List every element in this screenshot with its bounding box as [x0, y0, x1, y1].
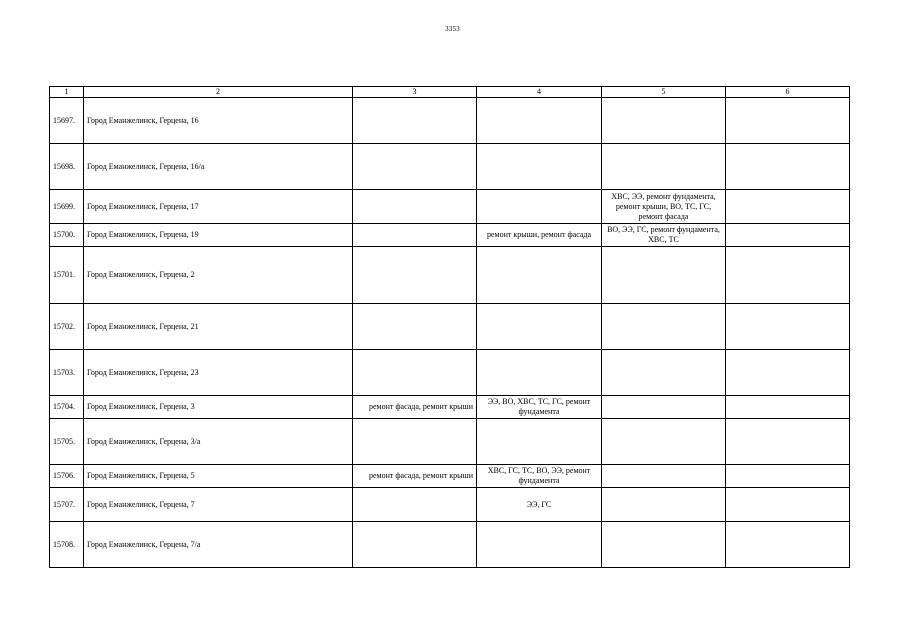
cell-col5	[602, 396, 726, 419]
cell-col4	[477, 419, 602, 465]
address-cell: Город Еманжелинск, Герцена, 23	[84, 350, 353, 396]
table-row	[50, 304, 850, 350]
page-number: 3353	[445, 25, 460, 33]
address-cell: Город Еманжелинск, Герцена, 5	[84, 465, 353, 488]
cell-col3	[353, 98, 477, 144]
column-header-5: 5	[602, 87, 726, 98]
row-number: 15707.	[50, 488, 84, 522]
cell-col5	[602, 247, 726, 304]
cell-col6	[726, 522, 850, 568]
cell-col5: ХВС, ЭЭ, ремонт фундамента, ремонт крыши, ВО, ТС, ГС, ремонт фасада	[602, 190, 726, 224]
cell-col6	[726, 98, 850, 144]
cell-col3	[353, 144, 477, 190]
cell-col5	[602, 350, 726, 396]
column-header-1: 1	[50, 87, 84, 98]
cell-col5	[602, 304, 726, 350]
cell-col4	[477, 350, 602, 396]
cell-col4	[477, 247, 602, 304]
column-header-2: 2	[84, 87, 353, 98]
cell-col3	[353, 190, 477, 224]
cell-col5	[602, 419, 726, 465]
address-table	[49, 86, 850, 568]
cell-col3: ремонт фасада, ремонт крыши	[353, 465, 477, 488]
cell-col3	[353, 419, 477, 465]
cell-col3	[353, 304, 477, 350]
column-header-3: 3	[353, 87, 477, 98]
cell-col5	[602, 144, 726, 190]
cell-col6	[726, 247, 850, 304]
address-cell: Город Еманжелинск, Герцена, 2	[84, 247, 353, 304]
table-row	[50, 144, 850, 190]
table-row	[50, 488, 850, 522]
table-row	[50, 224, 850, 247]
table-row	[50, 350, 850, 396]
address-cell: Город Еманжелинск, Герцена, 7	[84, 488, 353, 522]
row-number: 15700.	[50, 224, 84, 247]
cell-col3: ремонт фасада, ремонт крыши	[353, 396, 477, 419]
cell-col3	[353, 224, 477, 247]
cell-col6	[726, 224, 850, 247]
cell-col6	[726, 396, 850, 419]
cell-col6	[726, 350, 850, 396]
table-row	[50, 419, 850, 465]
cell-col5	[602, 98, 726, 144]
cell-col6	[726, 488, 850, 522]
cell-col4	[477, 522, 602, 568]
row-number: 15708.	[50, 522, 84, 568]
cell-col6	[726, 465, 850, 488]
cell-col3	[353, 350, 477, 396]
cell-col6	[726, 190, 850, 224]
row-number: 15704.	[50, 396, 84, 419]
row-number: 15703.	[50, 350, 84, 396]
table-row	[50, 98, 850, 144]
cell-col5	[602, 522, 726, 568]
cell-col4: ремонт крыши, ремонт фасада	[477, 224, 602, 247]
table-row	[50, 190, 850, 224]
address-cell: Город Еманжелинск, Герцена, 3	[84, 396, 353, 419]
cell-col6	[726, 304, 850, 350]
cell-col3	[353, 522, 477, 568]
address-cell: Город Еманжелинск, Герцена, 16/а	[84, 144, 353, 190]
cell-col4: ХВС, ГС, ТС, ВО, ЭЭ, ремонт фундамента	[477, 465, 602, 488]
cell-col5	[602, 465, 726, 488]
table-row	[50, 465, 850, 488]
cell-col6	[726, 144, 850, 190]
row-number: 15697.	[50, 98, 84, 144]
row-number: 15702.	[50, 304, 84, 350]
address-cell: Город Еманжелинск, Герцена, 21	[84, 304, 353, 350]
cell-col5	[602, 488, 726, 522]
address-cell: Город Еманжелинск, Герцена, 19	[84, 224, 353, 247]
cell-col4	[477, 98, 602, 144]
cell-col5: ВО, ЭЭ, ГС, ремонт фундамента, ХВС, ТС	[602, 224, 726, 247]
cell-col4	[477, 144, 602, 190]
header-row	[50, 87, 850, 98]
row-number: 15706.	[50, 465, 84, 488]
cell-col3	[353, 488, 477, 522]
address-cell: Город Еманжелинск, Герцена, 17	[84, 190, 353, 224]
table-row	[50, 522, 850, 568]
row-number: 15701.	[50, 247, 84, 304]
column-header-4: 4	[477, 87, 602, 98]
cell-col3	[353, 247, 477, 304]
row-number: 15699.	[50, 190, 84, 224]
column-header-6: 6	[726, 87, 850, 98]
cell-col4: ЭЭ, ГС	[477, 488, 602, 522]
cell-col4	[477, 190, 602, 224]
address-cell: Город Еманжелинск, Герцена, 3/а	[84, 419, 353, 465]
table-row	[50, 396, 850, 419]
cell-col6	[726, 419, 850, 465]
row-number: 15705.	[50, 419, 84, 465]
address-cell: Город Еманжелинск, Герцена, 16	[84, 98, 353, 144]
address-cell: Город Еманжелинск, Герцена, 7/а	[84, 522, 353, 568]
row-number: 15698.	[50, 144, 84, 190]
table-row	[50, 247, 850, 304]
cell-col4: ЭЭ, ВО, ХВС, ТС, ГС, ремонт фундамента	[477, 396, 602, 419]
cell-col4	[477, 304, 602, 350]
